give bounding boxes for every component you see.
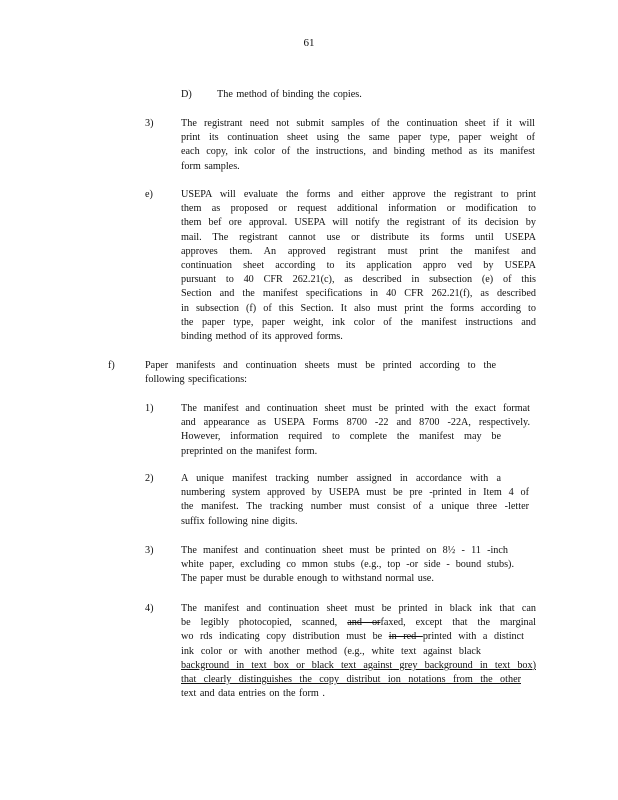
text-segment: be legibly photocopied, scanned, (181, 617, 348, 629)
item-f3-paragraph (181, 544, 514, 587)
text-line: numbering system approved by USEPA must be pre -printed in Item 4 of (181, 487, 529, 499)
text-line: the paper type, paper weight, ink color of the manifest instructions and (181, 316, 536, 328)
text-line: in subsection (f) of this Section. It also must print the forms according to (181, 302, 536, 314)
item-e-paragraph (181, 188, 536, 344)
text-line: ink color or with another method (e.g., white text against black (181, 645, 481, 657)
text-line: each copy, ink color of the instructions, and binding method as its manifest (181, 146, 535, 158)
text-line: Paper manifests and continuation sheets must be printed according to the (145, 360, 496, 371)
item-f1-label: 1) (145, 403, 154, 414)
text-line: binding method of its approved forms. (181, 331, 343, 343)
text-line: print its continuation sheet using the same paper type, paper weight of (181, 132, 535, 144)
text-line: The registrant need not submit samples of the continuation sheet if it will (181, 118, 535, 129)
item-d-text: The method of binding the copies. (217, 89, 362, 100)
text-segment: printed with a distinct (422, 631, 524, 643)
text-line: and appearance as USEPA Forms 8700 -22 and 8700 -22A, respectively. (181, 417, 530, 429)
item-f2-label: 2) (145, 473, 154, 484)
item-f1-paragraph (181, 402, 530, 459)
text-line-with-strike (181, 616, 536, 630)
text-line: Section and the manifest specifications in 40 CFR 262.21(f), as described (181, 288, 536, 300)
text-line: continuation sheet according to its application appro ved by USEPA (181, 260, 536, 272)
text-line: A unique manifest tracking number assigned in accordance with a (181, 473, 501, 484)
item-f-paragraph (145, 359, 496, 387)
text-line: the manifest. The tracking number must consist of a unique three -letter (181, 501, 529, 513)
text-line-with-strike (181, 630, 524, 644)
text-line: white paper, excluding co mmon stubs (e.g., top -or side - bound stubs). (181, 559, 514, 571)
text-line: preprinted on the manifest form. (181, 445, 318, 457)
text-line: mail. The registrant cannot use or distribute its forms until USEPA (181, 231, 536, 243)
item-f-label: f) (108, 360, 115, 371)
text-line: approves them. An approved registrant must print the manifest and (181, 245, 536, 257)
text-segment: wo rds indicating copy distribution must be (181, 631, 389, 643)
item-3-paragraph (181, 117, 535, 174)
page-number: 61 (303, 37, 315, 49)
item-e-label: e) (145, 189, 153, 200)
text-line: The manifest and continuation sheet must be printed on 8½ - 11 -inch (181, 545, 508, 556)
text-line: The paper must be durable enough to withstand normal use. (181, 573, 434, 585)
text-line: them as proposed or request additional information or modification to (181, 203, 536, 215)
text-line: suffix following nine digits. (181, 515, 298, 527)
item-f2-paragraph (181, 472, 529, 529)
item-f4-label: 4) (145, 603, 154, 614)
underlined-text-line: that clearly distinguishes the copy distribut ion notations from the other (181, 674, 521, 686)
text-line: text and data entries on the form . (181, 688, 325, 700)
text-line: USEPA will evaluate the forms and either approve the registrant to print (181, 189, 536, 200)
item-d-label: D) (181, 89, 192, 100)
text-line: following specifications: (145, 374, 248, 386)
item-f4-paragraph (181, 602, 536, 701)
underlined-text-line: background in text box or black text against grey background in text box) (181, 659, 536, 671)
text-line: However, information required to complete the manifest may be (181, 431, 501, 443)
text-segment: faxed, except that the marginal (380, 617, 537, 629)
struck-text: and or (347, 617, 381, 629)
item-3-label: 3) (145, 118, 154, 129)
text-line: form samples. (181, 160, 240, 172)
text-line: them bef ore approval. USEPA will notify the registrant of its decision by (181, 217, 536, 229)
text-line: pursuant to 40 CFR 262.21(c), as described in subsection (e) of this (181, 274, 536, 286)
struck-text: in red (388, 631, 423, 643)
text-line: The manifest and continuation sheet must be printed in black ink that can (181, 603, 536, 614)
text-line: The manifest and continuation sheet must be printed with the exact format (181, 403, 530, 414)
item-f3-label: 3) (145, 545, 154, 556)
